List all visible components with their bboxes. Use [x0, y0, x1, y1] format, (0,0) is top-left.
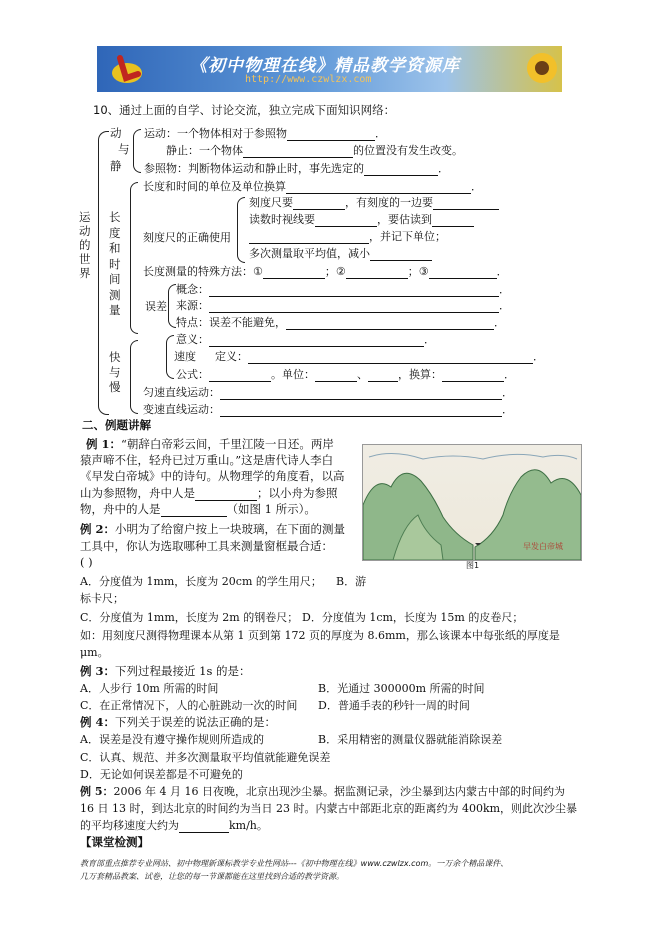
ex3-option-b: B．光通过 300000m 所需的时间: [318, 682, 485, 695]
err-source: 来源： ．: [176, 299, 510, 312]
ex5-line-1: 例 5：2006 年 4 月 16 日夜晚，北京出现沙尘暴。据监测记录，沙尘暴到达内蒙古中部的时间约为: [80, 785, 565, 798]
speed-meaning: 意义： ．: [176, 333, 435, 346]
ex2-option-d: D．分度值为 1cm，长度为 15m 的皮卷尺；: [302, 611, 524, 624]
ex1-line-4: 山为参照物，舟中人是 ；以小舟为参照: [80, 486, 338, 500]
dj-motion: 运动：一个物体相对于参照物 ．: [144, 127, 386, 140]
err-feature: 特点：误差不能避免， ．: [176, 316, 505, 329]
ex3-option-d: D．普通手表的秒针一周的时间: [318, 699, 470, 712]
classroom-check-title: 【课堂检测】: [80, 835, 149, 849]
ex2-option-a: A．分度值为 1mm，长度为 20cm 的学生用尺；: [80, 575, 322, 588]
ex4-option-a: A．误差是没有遵守操作规则所造成的: [80, 733, 264, 746]
ex2-line-2: 工具中，你认为选取哪种工具来测量窗框最合适：: [80, 539, 333, 553]
main-label: 运 动 的 世 界: [79, 210, 91, 280]
speed-label: 速度: [174, 350, 196, 363]
brace-cd: [130, 182, 138, 334]
ex2-option-b-2: 标卡尺；: [80, 592, 124, 605]
variable-motion: 变速直线运动： ．: [143, 403, 513, 416]
footer-line-1: 教育部重点推荐专业网站、初中物理新课标教学专业性网站---《初中物理在线》www.czwlzx.com。一万余个精品课件、: [80, 859, 509, 868]
painting-signature: 早发白帝城: [523, 542, 563, 551]
err-concept: 概念： ．: [176, 283, 510, 296]
brace-speed: [166, 335, 174, 379]
brace-ruler: [237, 197, 245, 263]
ruler-question-1: 如：用刻度尺测得物理课本从第 1 页到第 172 页的厚度为 8.6mm，那么该课本中每张纸的厚度是: [80, 629, 560, 642]
dj-reference: 参照物：判断物体运动和静止时，事先选定的 ．: [144, 162, 449, 175]
section2-title: 二、例题讲解: [82, 418, 151, 432]
cd-unit: 长度和时间的单位及单位换算 ．: [143, 180, 482, 193]
ruler-line-2: 读数时视线要 ，要估读到: [249, 211, 474, 227]
dj-label-2: 与: [118, 142, 130, 156]
ex4-option-b: B．采用精密的测量仪器就能消除误差: [318, 733, 503, 746]
logo-icon: [110, 52, 144, 86]
special-methods: 长度测量的特殊方法：① ；② ；③ ．: [143, 265, 508, 278]
dj-rest: 静止：一个物体 的位置没有发生改变。: [166, 144, 463, 157]
ruler-label: 刻度尺的正确使用: [143, 231, 231, 244]
ex2-option-b-1: B．游: [336, 575, 367, 588]
ex3-question: 例 3：下列过程最接近 1s 的是：: [80, 664, 251, 678]
ex1-line-3: 《早发白帝城》中的诗句。从物理学的角度看，以高: [80, 469, 345, 483]
brace-km: [130, 340, 138, 414]
ruler-line-3: ，并记下单位；: [249, 228, 446, 244]
ruler-line-4: 多次测量取平均值，减小: [249, 245, 432, 261]
figure-caption: 图1: [466, 561, 480, 570]
ruler-line-1: 刻度尺要 ，有刻度的一边要: [249, 194, 499, 210]
ex2-line-1: 例 2：小明为了给窗户按上一块玻璃，在下面的测量: [80, 522, 346, 536]
km-label: 快 与 慢: [109, 350, 121, 394]
ex1-line-1: 例 1：“朝辞白帝彩云间，千里江陵一日还。两岸: [86, 437, 334, 451]
figure-1-painting: [362, 444, 582, 561]
cd-label: 长 度 和 时 间 测 量: [109, 210, 121, 317]
ex3-option-c: C．在正常情况下，人的心脏跳动一次的时间: [80, 699, 298, 712]
ex5-line-3: 的平均移速度大约为 km/h。: [80, 819, 268, 832]
ex2-option-c: C．分度值为 1mm，长度为 2m 的钢卷尺；: [80, 611, 299, 624]
ex4-question: 例 4：下列关于误差的说法正确的是：: [80, 715, 277, 729]
ex1-line-5: 物，舟中的人是 （如图 1 所示）。: [80, 502, 316, 516]
dj-label-1: 动: [110, 126, 122, 140]
brace-err: [168, 284, 176, 328]
ex2-paren: ( ): [80, 555, 93, 569]
speed-formula: 公式： 。单位： 、 ，换算： ．: [176, 368, 515, 381]
ex1-line-2: 猿声啼不住，轻舟已过万重山。”这是唐代诗人李白: [80, 453, 334, 467]
uniform-motion: 匀速直线运动： ．: [143, 386, 513, 399]
ex3-option-a: A．人步行 10m 所需的时间: [80, 682, 219, 695]
ruler-question-2: μm。: [80, 646, 109, 659]
banner-url[interactable]: http://www.czwlzx.com: [245, 74, 372, 85]
footer-line-2: 几万套精品教案、试卷，让您的每一节课都能在这里找到合适的教学资源。: [80, 872, 344, 881]
err-label: 误差: [145, 300, 167, 313]
sunflower-icon: [520, 48, 560, 88]
dj-label-3: 静: [110, 159, 122, 173]
banner-title: 《初中物理在线》精品教学资源库: [190, 56, 460, 76]
ex5-line-2: 16 日 13 时，到达北京的时间约为当日 23 时。内蒙古中部距北京的距离约为 400km，则此次沙尘暴: [80, 802, 578, 815]
q10-title: 10、通过上面的自学、讨论交流，独立完成下面知识网络：: [93, 103, 396, 117]
ex4-option-d: D．无论如何误差都是不可避免的: [80, 768, 243, 781]
speed-definition: 定义： ．: [215, 350, 544, 363]
brace-main: [98, 131, 109, 415]
brace-dj: [133, 129, 141, 173]
ex4-option-c: C．认真、规范、并多次测量取平均值就能避免误差: [80, 751, 331, 764]
